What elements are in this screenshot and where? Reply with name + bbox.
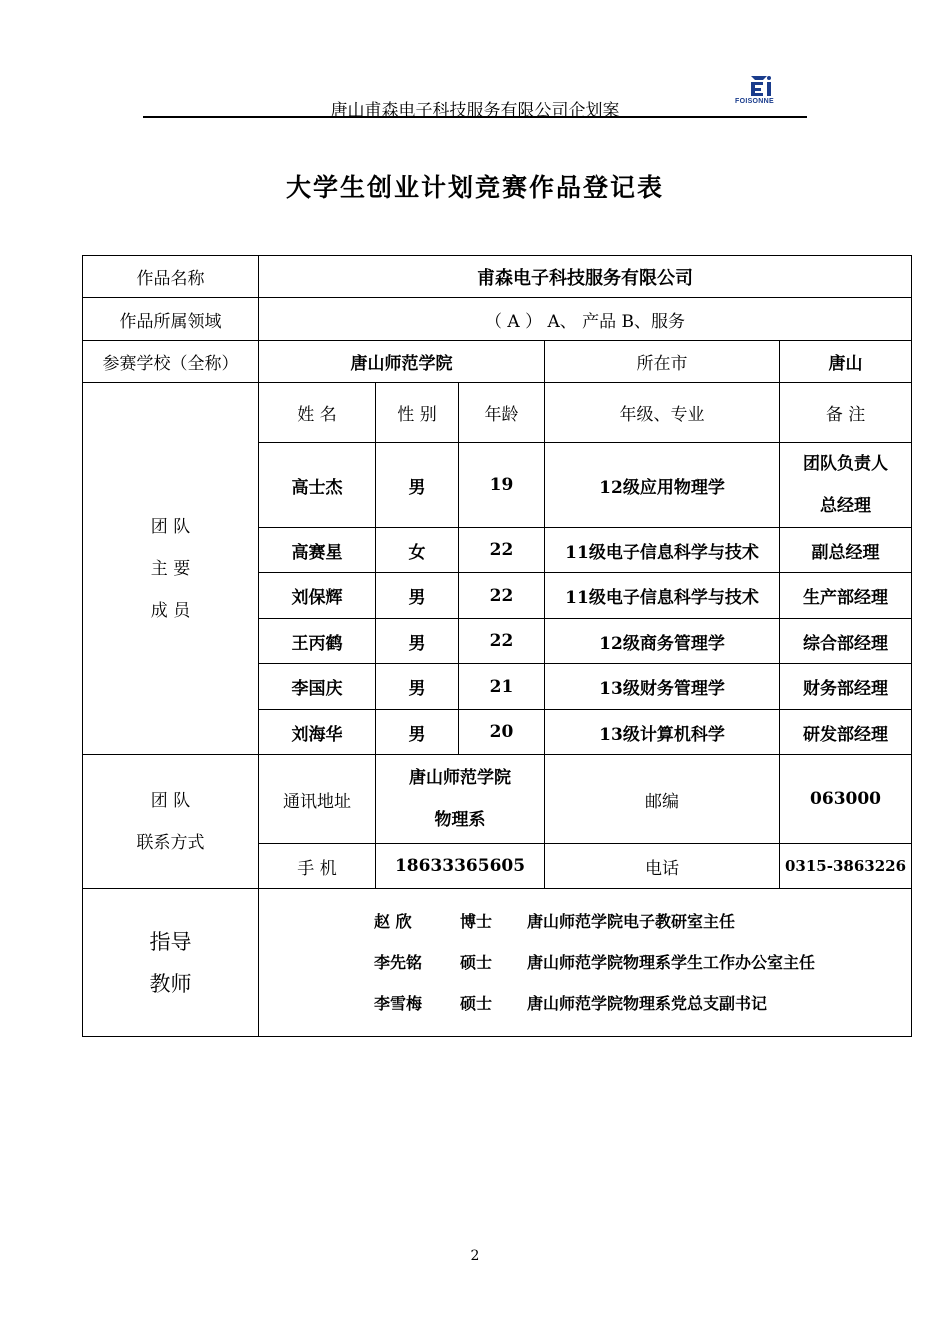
member-gender: 男 xyxy=(376,443,459,528)
member-age: 22 xyxy=(459,573,545,619)
member-note: 副总经理 xyxy=(780,528,912,573)
address-label: 通讯地址 xyxy=(259,755,376,844)
member-age: 19 xyxy=(459,443,545,528)
col-age: 年龄 xyxy=(459,383,545,443)
logo-wordmark: FOISONNE xyxy=(735,98,774,105)
header-rule xyxy=(143,116,807,118)
postcode-value: 063000 xyxy=(780,755,912,844)
member-major: 13级计算机科学 xyxy=(545,710,780,755)
city-value: 唐山 xyxy=(780,341,912,383)
header-company-plan: 唐山甫森电子科技服务有限公司企划案 xyxy=(330,101,620,121)
advisor-degree: 硕士 xyxy=(460,953,493,972)
member-age: 21 xyxy=(459,664,545,710)
member-major: 11级电子信息科学与技术 xyxy=(545,573,780,619)
work-name-label: 作品名称 xyxy=(83,256,259,298)
advisor-list xyxy=(259,889,912,1037)
member-note: 团队负责人 总经理 xyxy=(780,443,912,528)
member-gender: 男 xyxy=(376,664,459,710)
advisor-title: 唐山师范学院物理系党总支副书记 xyxy=(527,994,768,1013)
advisor-name: 李雪梅 xyxy=(374,994,423,1013)
member-header-row xyxy=(83,383,912,443)
member-age: 20 xyxy=(459,710,545,755)
member-name: 刘海华 xyxy=(259,710,376,755)
advisor-name: 李先铭 xyxy=(374,953,423,972)
member-note: 生产部经理 xyxy=(780,573,912,619)
list-item xyxy=(259,901,911,942)
col-grade-major: 年级、专业 xyxy=(545,383,780,443)
page-title: 大学生创业计划竞赛作品登记表 xyxy=(285,173,664,202)
field-value: （ A ） A、 产品 B、服务 xyxy=(259,298,912,341)
member-note: 财务部经理 xyxy=(780,664,912,710)
member-gender: 男 xyxy=(376,573,459,619)
advisor-degree: 博士 xyxy=(460,912,493,931)
school-row xyxy=(83,341,912,383)
work-name-value: 甫森电子科技服务有限公司 xyxy=(259,256,912,298)
phone-value: 0315-3863226 xyxy=(780,844,912,889)
list-item xyxy=(259,942,911,983)
member-name: 高士杰 xyxy=(259,443,376,528)
advisor-row xyxy=(83,889,912,1037)
member-note: 研发部经理 xyxy=(780,710,912,755)
phone-label: 电话 xyxy=(545,844,780,889)
mobile-value: 18633365605 xyxy=(376,844,545,889)
school-label: 参赛学校（全称） xyxy=(83,341,259,383)
col-name: 姓 名 xyxy=(259,383,376,443)
member-major: 12级应用物理学 xyxy=(545,443,780,528)
member-name: 王丙鹤 xyxy=(259,619,376,664)
advisor-name: 赵 欣 xyxy=(374,912,412,931)
member-major: 12级商务管理学 xyxy=(545,619,780,664)
member-major: 11级电子信息科学与技术 xyxy=(545,528,780,573)
contact-address-row xyxy=(83,755,912,844)
mobile-label: 手 机 xyxy=(259,844,376,889)
advisor-title: 唐山师范学院电子教研室主任 xyxy=(527,912,736,931)
registration-form-table xyxy=(82,255,912,1037)
member-age: 22 xyxy=(459,528,545,573)
member-age: 22 xyxy=(459,619,545,664)
address-value: 唐山师范学院 物理系 xyxy=(376,755,545,844)
member-name: 李国庆 xyxy=(259,664,376,710)
member-gender: 男 xyxy=(376,619,459,664)
field-row xyxy=(83,298,912,341)
member-name: 刘保辉 xyxy=(259,573,376,619)
member-note: 综合部经理 xyxy=(780,619,912,664)
list-item xyxy=(259,983,911,1024)
page-number: 2 xyxy=(470,1248,480,1264)
member-gender: 女 xyxy=(376,528,459,573)
school-value: 唐山师范学院 xyxy=(259,341,545,383)
team-members-label: 团 队 主 要 成 员 xyxy=(83,383,259,755)
work-name-row xyxy=(83,256,912,298)
member-name: 高赛星 xyxy=(259,528,376,573)
col-note: 备 注 xyxy=(780,383,912,443)
col-gender: 性 别 xyxy=(376,383,459,443)
advisor-degree: 硕士 xyxy=(460,994,493,1013)
postcode-label: 邮编 xyxy=(545,755,780,844)
city-label: 所在市 xyxy=(545,341,780,383)
advisor-label: 指导 教师 xyxy=(83,889,259,1037)
team-contact-label: 团 队 联系方式 xyxy=(83,755,259,889)
member-gender: 男 xyxy=(376,710,459,755)
advisor-title: 唐山师范学院物理系学生工作办公室主任 xyxy=(527,953,816,972)
field-label: 作品所属领域 xyxy=(83,298,259,341)
member-major: 13级财务管理学 xyxy=(545,664,780,710)
